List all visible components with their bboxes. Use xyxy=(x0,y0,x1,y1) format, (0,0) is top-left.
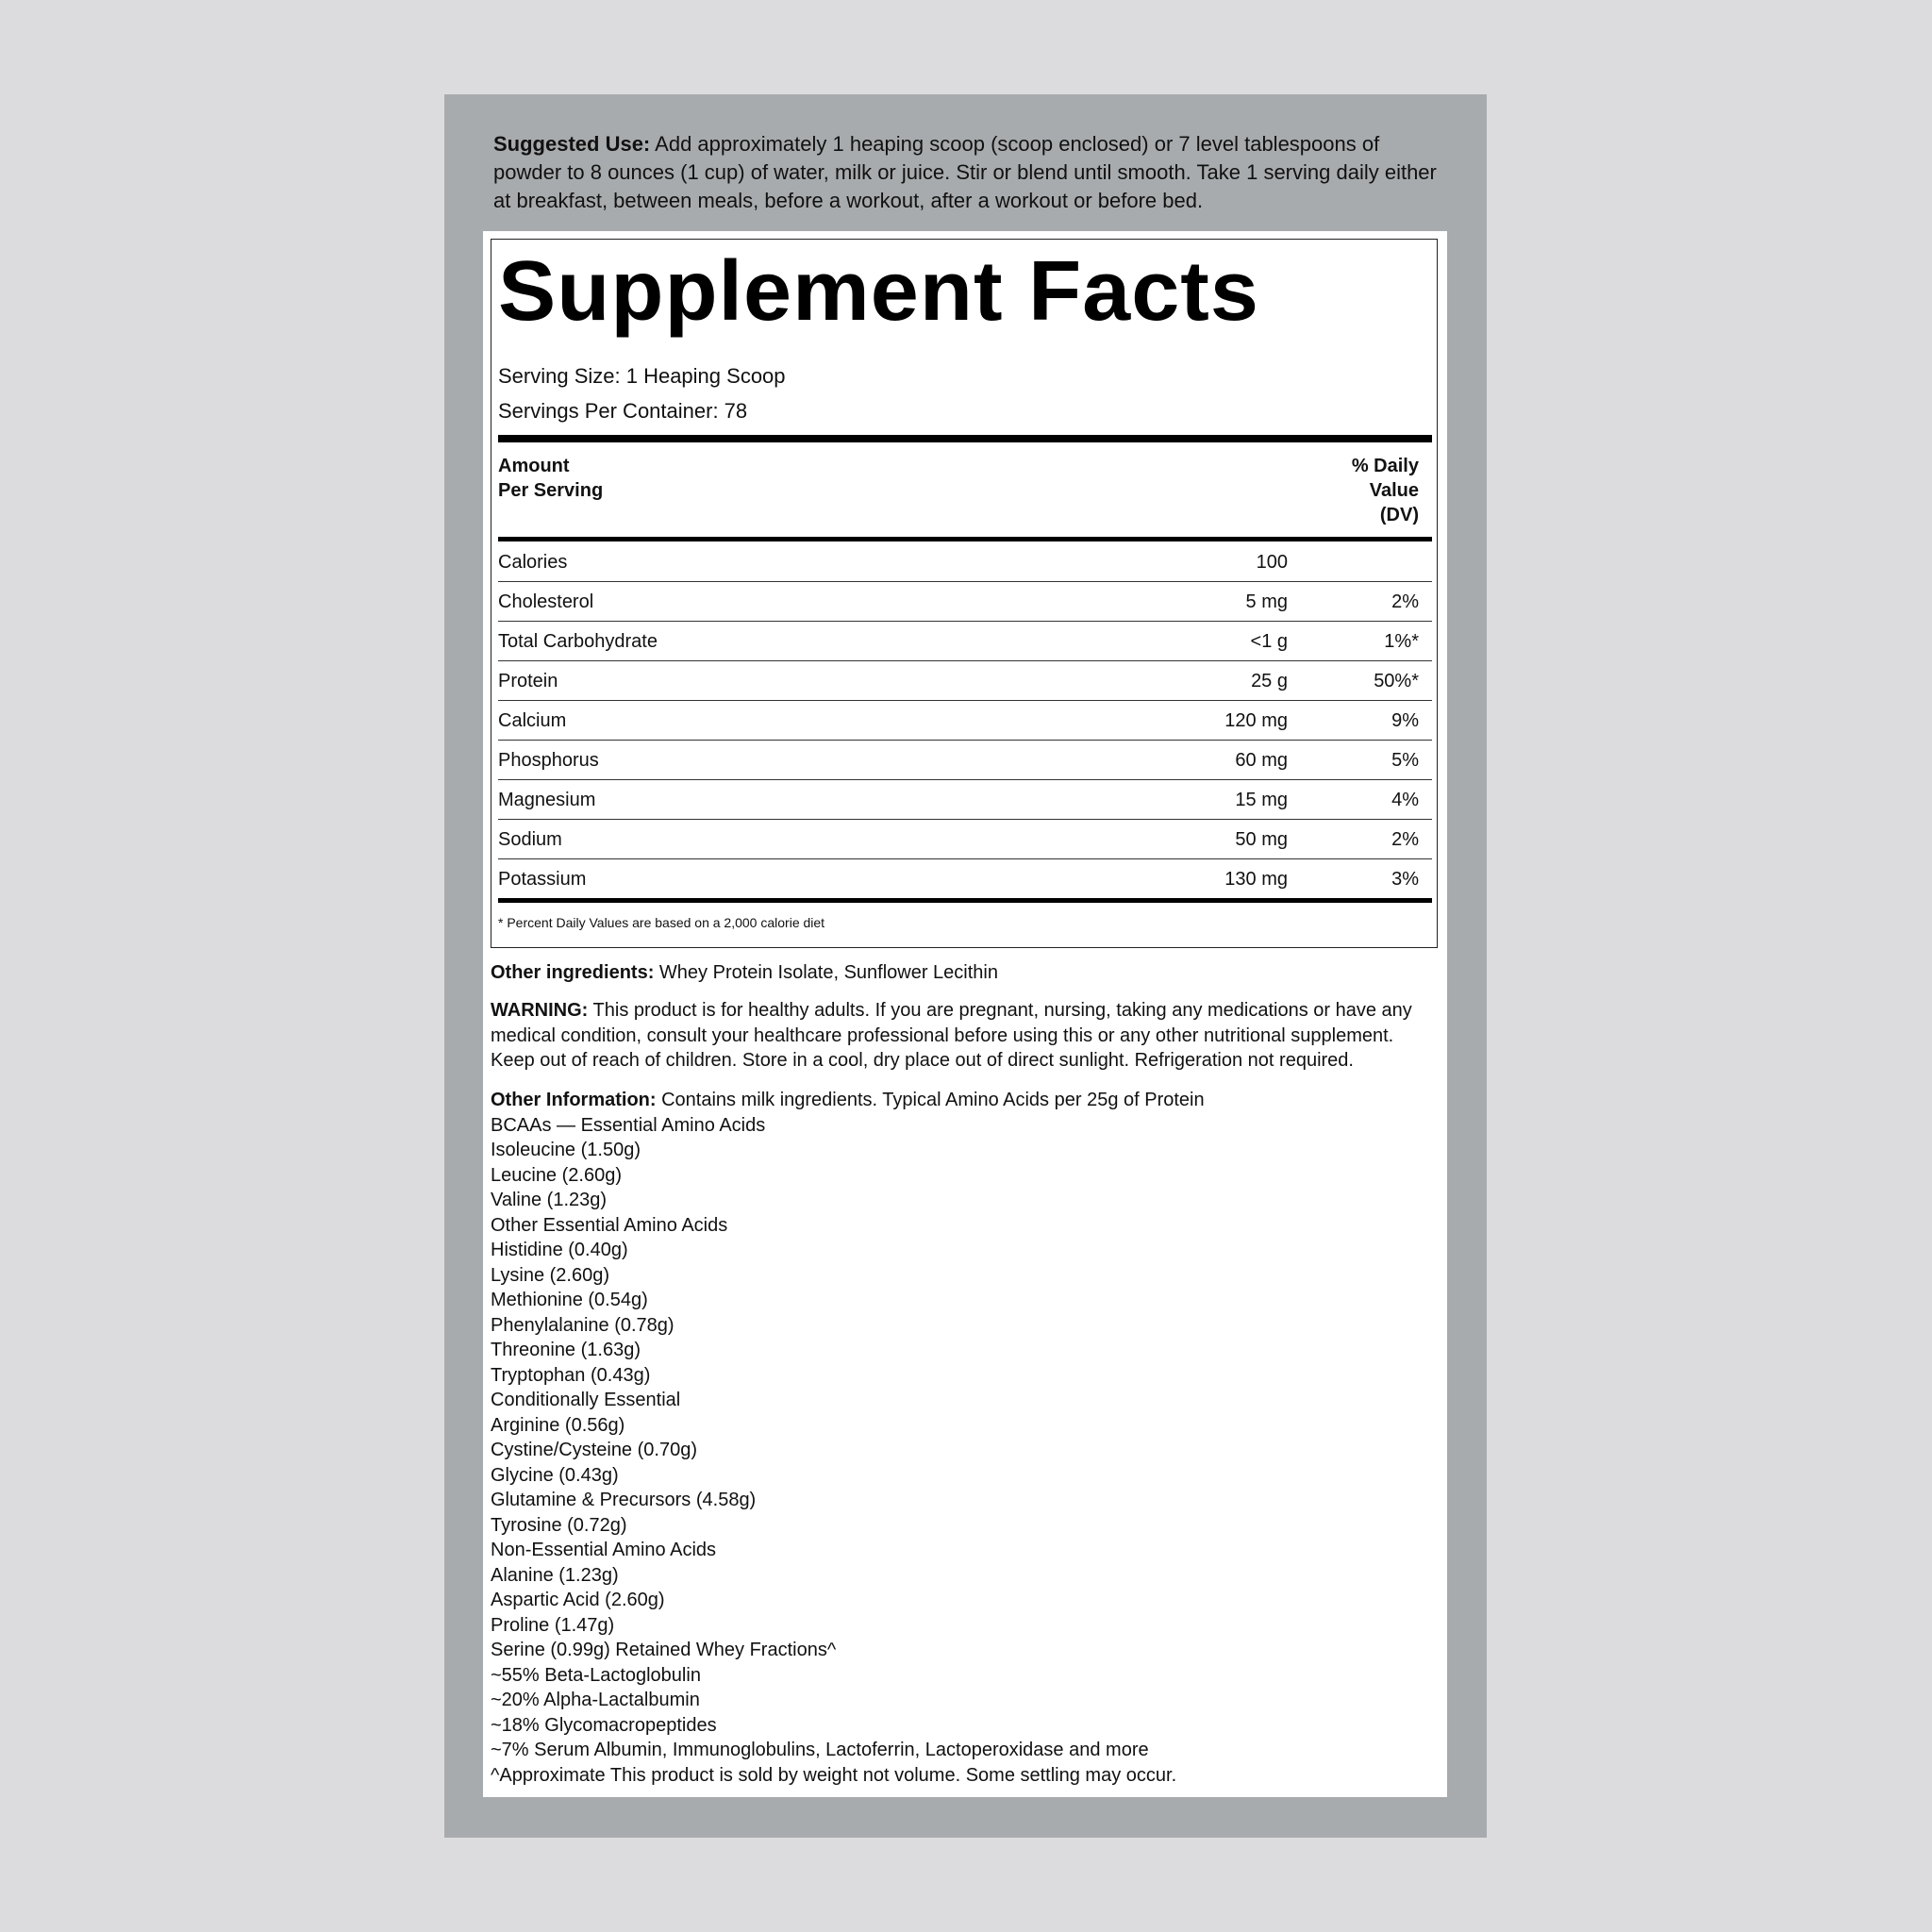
amino-line: Leucine (2.60g) xyxy=(491,1164,622,1186)
nutrient-name: Potassium xyxy=(498,869,587,890)
nutrient-row xyxy=(498,701,1432,741)
other-information xyxy=(491,1088,1439,1788)
amino-line: ^Approximate This product is sold by weight not volume. Some settling may occur. xyxy=(491,1764,1177,1786)
nutrient-name: Total Carbohydrate xyxy=(498,631,658,652)
warning xyxy=(491,998,1439,1074)
nutrient-dv: 50%* xyxy=(1374,671,1419,691)
nutrient-amount: 130 mg xyxy=(1224,869,1288,890)
header-amount-line2: Per Serving xyxy=(498,480,604,501)
nutrient-amount: 100 xyxy=(1256,552,1288,573)
dv-footnote: * Percent Daily Values are based on a 2,000 calorie diet xyxy=(498,915,825,930)
nutrient-amount: 15 mg xyxy=(1235,790,1288,810)
header-daily-value xyxy=(1352,454,1419,527)
amino-line: Cystine/Cysteine (0.70g) xyxy=(491,1440,697,1460)
nutrient-name: Phosphorus xyxy=(498,750,599,771)
nutrient-dv: 1%* xyxy=(1384,631,1419,652)
amino-line: Lysine (2.60g) xyxy=(491,1264,609,1286)
amino-line: ~55% Beta-Lactoglobulin xyxy=(491,1664,701,1686)
amino-line: Serine (0.99g) Retained Whey Fractions^ xyxy=(491,1640,837,1660)
nutrient-row xyxy=(498,780,1432,820)
warning-label: WARNING: xyxy=(491,1000,589,1021)
nutrient-name: Sodium xyxy=(498,829,562,850)
amino-line: ~7% Serum Albumin, Immunoglobulins, Lactoferrin, Lactoperoxidase and more xyxy=(491,1740,1149,1760)
nutrient-amount: 50 mg xyxy=(1235,829,1288,850)
header-dv-line1: % Daily xyxy=(1351,456,1419,476)
other-ingredients xyxy=(491,960,1439,986)
nutrient-amount: <1 g xyxy=(1250,631,1288,652)
suggested-use xyxy=(493,130,1441,215)
nutrient-row xyxy=(498,859,1432,899)
nutrient-row xyxy=(498,622,1432,661)
amino-line: Threonine (1.63g) xyxy=(491,1340,641,1360)
header-dv-line2: Value xyxy=(1369,480,1419,501)
other-information-label: Other Information: xyxy=(491,1090,657,1110)
nutrient-name: Protein xyxy=(498,671,558,691)
amino-line: Other Essential Amino Acids xyxy=(491,1214,728,1236)
other-information-text: Contains milk ingredients. Typical Amino Acids per 25g of Protein xyxy=(661,1090,1205,1110)
suggested-use-text: Add approximately 1 heaping scoop (scoop enclosed) or 7 level tablespoons of powder to 8 ounces (1 cup) of water, milk or juice. Stir or blend until smooth. Take 1 serving daily either at breakfast, between meals, before a workout, after a workout or before bed. xyxy=(493,132,1437,212)
amino-line: Conditionally Essential xyxy=(491,1390,681,1410)
amino-line: Tryptophan (0.43g) xyxy=(491,1364,651,1386)
amino-line: Proline (1.47g) xyxy=(491,1614,615,1636)
amino-line: Methionine (0.54g) xyxy=(491,1290,648,1310)
amino-line: Isoleucine (1.50g) xyxy=(491,1140,641,1160)
amino-line: Non-Essential Amino Acids xyxy=(491,1540,717,1560)
thick-divider-top xyxy=(498,435,1432,442)
amino-line: Glutamine & Precursors (4.58g) xyxy=(491,1490,757,1510)
amino-line: Phenylalanine (0.78g) xyxy=(491,1314,675,1336)
header-dv-line3: (DV) xyxy=(1379,505,1419,525)
nutrient-row xyxy=(498,661,1432,701)
nutrient-amount: 25 g xyxy=(1251,671,1288,691)
amino-line: Aspartic Acid (2.60g) xyxy=(491,1590,665,1610)
nutrient-row xyxy=(498,741,1432,780)
other-ingredients-text: Whey Protein Isolate, Sunflower Lecithin xyxy=(658,962,998,983)
thick-divider-header xyxy=(498,537,1432,541)
amino-line: ~18% Glycomacropeptides xyxy=(491,1714,717,1736)
nutrient-name: Magnesium xyxy=(498,790,596,810)
nutrient-name: Calories xyxy=(498,552,568,573)
nutrient-dv: 3% xyxy=(1391,869,1419,890)
nutrient-amount: 5 mg xyxy=(1245,591,1288,612)
amino-line: Alanine (1.23g) xyxy=(491,1564,619,1586)
warning-text: This product is for healthy adults. If you are pregnant, nursing, taking any medications or have any medical condition, consult your healthcare professional before using this or any other nutritional supplement. Keep out of reach of children. Store in a cool, dry place out of direct sunlight. Refrigeration not required. xyxy=(491,1000,1412,1071)
nutrient-dv: 2% xyxy=(1391,591,1419,612)
supplement-facts-title: Supplement Facts xyxy=(498,244,1259,339)
nutrient-name: Cholesterol xyxy=(498,591,594,612)
amino-acid-list xyxy=(491,1113,1439,1789)
other-ingredients-label: Other ingredients: xyxy=(491,962,655,983)
nutrient-dv: 9% xyxy=(1391,710,1419,731)
nutrient-row xyxy=(498,582,1432,622)
nutrient-row xyxy=(498,820,1432,859)
servings-per-container: Servings Per Container: 78 xyxy=(498,399,748,423)
nutrient-amount: 60 mg xyxy=(1235,750,1288,771)
nutrient-row xyxy=(498,542,1432,582)
nutrient-amount: 120 mg xyxy=(1224,710,1288,731)
amino-line: Glycine (0.43g) xyxy=(491,1464,619,1486)
nutrient-name: Calcium xyxy=(498,710,567,731)
suggested-use-label: Suggested Use: xyxy=(493,132,651,156)
header-amount-line1: Amount xyxy=(498,456,570,476)
header-amount xyxy=(498,454,603,503)
amino-line: Valine (1.23g) xyxy=(491,1190,608,1210)
serving-size: Serving Size: 1 Heaping Scoop xyxy=(498,364,786,388)
amino-line: Histidine (0.40g) xyxy=(491,1240,628,1260)
amino-line: Arginine (0.56g) xyxy=(491,1414,625,1436)
nutrient-dv: 2% xyxy=(1391,829,1419,850)
amino-line: BCAAs — Essential Amino Acids xyxy=(491,1114,766,1136)
nutrient-dv: 5% xyxy=(1391,750,1419,771)
nutrient-dv: 4% xyxy=(1391,790,1419,810)
amino-line: ~20% Alpha-Lactalbumin xyxy=(491,1690,700,1710)
amino-line: Tyrosine (0.72g) xyxy=(491,1514,627,1536)
thick-divider-bottom xyxy=(498,898,1432,903)
